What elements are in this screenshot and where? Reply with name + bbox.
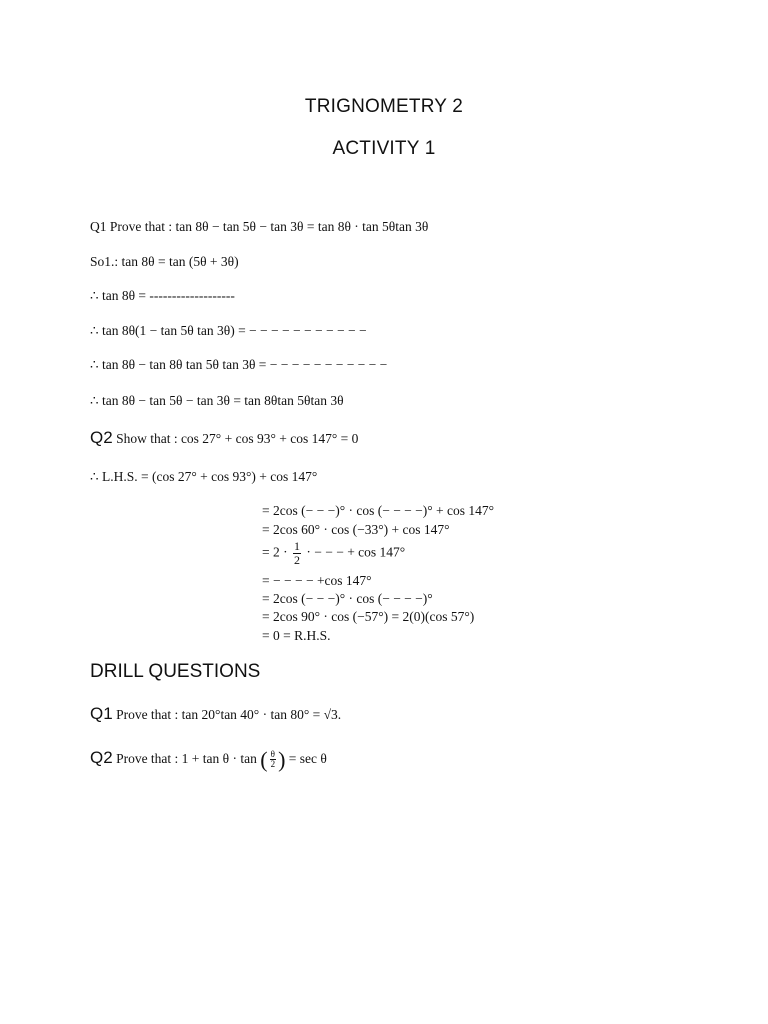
q2-eq-4: = − − − − +cos 147° (262, 573, 372, 588)
page-title: TRIGNOMETRY 2 (304, 96, 464, 117)
drill-q1 (90, 704, 341, 724)
q1-step-1: ∴ tan 8θ = ------------------- (90, 288, 235, 303)
drill-q2-suffix: = sec θ (288, 751, 327, 766)
q1-solution-start: So1.: tan 8θ = tan (5θ + 3θ) (90, 254, 239, 269)
q2-eq-3 (262, 540, 405, 567)
q2-eq-3-prefix: = 2 · (262, 544, 288, 560)
q1-statement: Q1 Prove that : tan 8θ − tan 5θ − tan 3θ = tan 8θ · tan 5θtan 3θ (90, 219, 429, 234)
q2-eq-5: = 2cos (− − −)° · cos (− − − −)° (262, 591, 433, 606)
q1-step-3: ∴ tan 8θ − tan 8θ tan 5θ tan 3θ = − − − − − − − − − − − (90, 357, 388, 372)
drill-heading: DRILL QUESTIONS (90, 661, 261, 682)
drill-q1-text: Prove that : tan 20°tan 40° · tan 80° = √3. (116, 707, 342, 722)
drill-q2-prefix: Prove that : 1 + tan θ · tan (116, 751, 257, 766)
q1-step-4: ∴ tan 8θ − tan 5θ − tan 3θ = tan 8θtan 5θtan 3θ (90, 393, 344, 408)
q2-eq-7: = 0 = R.H.S. (262, 628, 331, 643)
q2-eq-3-suffix: · − − − + cos 147° (306, 544, 406, 560)
drill-q2-label: Q2 (90, 748, 113, 767)
q2-eq-6: = 2cos 90° · cos (−57°) = 2(0)(cos 57°) (262, 609, 475, 624)
q2-question (90, 428, 358, 448)
activity-heading: ACTIVITY 1 (332, 138, 436, 159)
q2-statement: Show that : cos 27° + cos 93° + cos 147° = 0 (116, 431, 359, 446)
q2-eq-1: = 2cos (− − −)° · cos (− − − −)° + cos 147° (262, 503, 495, 518)
drill-q2 (90, 746, 327, 772)
half-fraction (293, 540, 301, 567)
right-paren: ) (278, 746, 286, 772)
fraction-denominator: 2 (293, 553, 300, 567)
fraction-numerator: θ (270, 749, 275, 760)
q1-step-2: ∴ tan 8θ(1 − tan 5θ tan 3θ) = − − − − − − − − − − − (90, 323, 367, 338)
q2-lhs: ∴ L.H.S. = (cos 27° + cos 93°) + cos 147° (90, 469, 318, 484)
theta-half-fraction (270, 750, 277, 769)
left-paren: ( (260, 746, 268, 772)
q2-eq-2: = 2cos 60° · cos (−33°) + cos 147° (262, 522, 450, 537)
drill-q1-label: Q1 (90, 704, 113, 723)
q2-label: Q2 (90, 428, 113, 447)
fraction-numerator: 1 (293, 539, 300, 553)
fraction-denominator: 2 (270, 759, 276, 770)
